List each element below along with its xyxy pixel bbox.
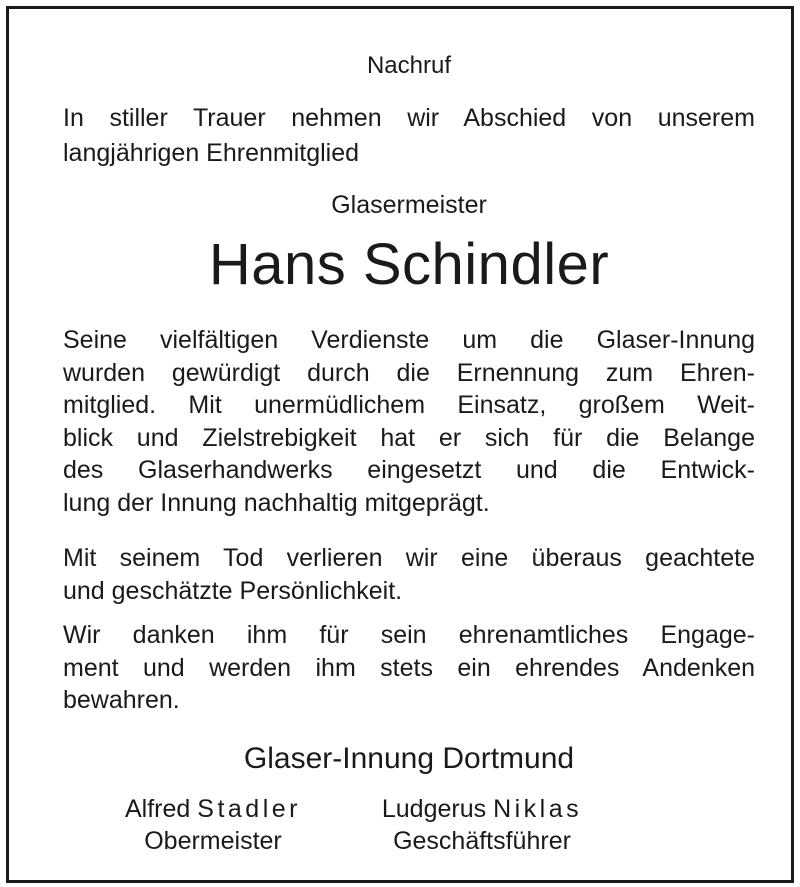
paragraph-line: ment und werden ihm stets ein ehrendes Andenken [63, 653, 755, 682]
paragraph-thanks [63, 619, 755, 717]
signatory-right [332, 793, 632, 857]
deceased-name: Hans Schindler [208, 232, 610, 297]
intro-text [63, 101, 755, 171]
signatory-last-name: Niklas [493, 795, 583, 823]
signatory-role: Geschäftsführer [393, 827, 571, 855]
signatory-role: Obermeister [144, 827, 282, 855]
signatory-first-name: Alfred [125, 795, 191, 823]
signatory-name [332, 793, 632, 825]
signatory-name [63, 793, 363, 825]
paragraph-line: Seine vielfältigen Verdienste um die Glaser-Innung [63, 326, 755, 354]
signatory-left [63, 793, 363, 857]
paragraph-line: Mit seinem Tod verlieren wir eine überaus geachtete [63, 544, 755, 572]
signatory-last-name: Stadler [197, 795, 301, 823]
notice-heading: Nachruf [366, 52, 452, 79]
paragraph-line: lung der Innung nachhaltig mitgeprägt. [63, 488, 490, 517]
intro-line: langjährigen Ehrenmitglied [63, 139, 360, 167]
paragraph-merits [63, 324, 755, 519]
intro-line: In stiller Trauer nehmen wir Abschied von unserem [63, 104, 755, 132]
paragraph-line: blick und Zielstrebigkeit hat er sich für die Belange [63, 423, 755, 452]
paragraph-line: mitglied. Mit unermüdlichem Einsatz, großem Weit- [63, 391, 755, 419]
organization-name: Glaser-Innung Dortmund [243, 742, 575, 775]
paragraph-line: bewahren. [63, 686, 180, 714]
paragraph-loss [63, 542, 755, 607]
signatory-first-name: Ludgerus [381, 795, 487, 823]
paragraph-line: wurden gewürdigt durch die Ernennung zum Ehren- [63, 358, 755, 387]
paragraph-line: und geschätzte Persönlichkeit. [63, 576, 403, 605]
deceased-title: Glasermeister [331, 191, 487, 219]
notice-frame [6, 6, 794, 883]
paragraph-line: des Glaserhandwerks eingesetzt und die Entwick- [63, 456, 755, 484]
paragraph-line: Wir danken ihm für sein ehrenamtliches Engage- [63, 621, 755, 649]
